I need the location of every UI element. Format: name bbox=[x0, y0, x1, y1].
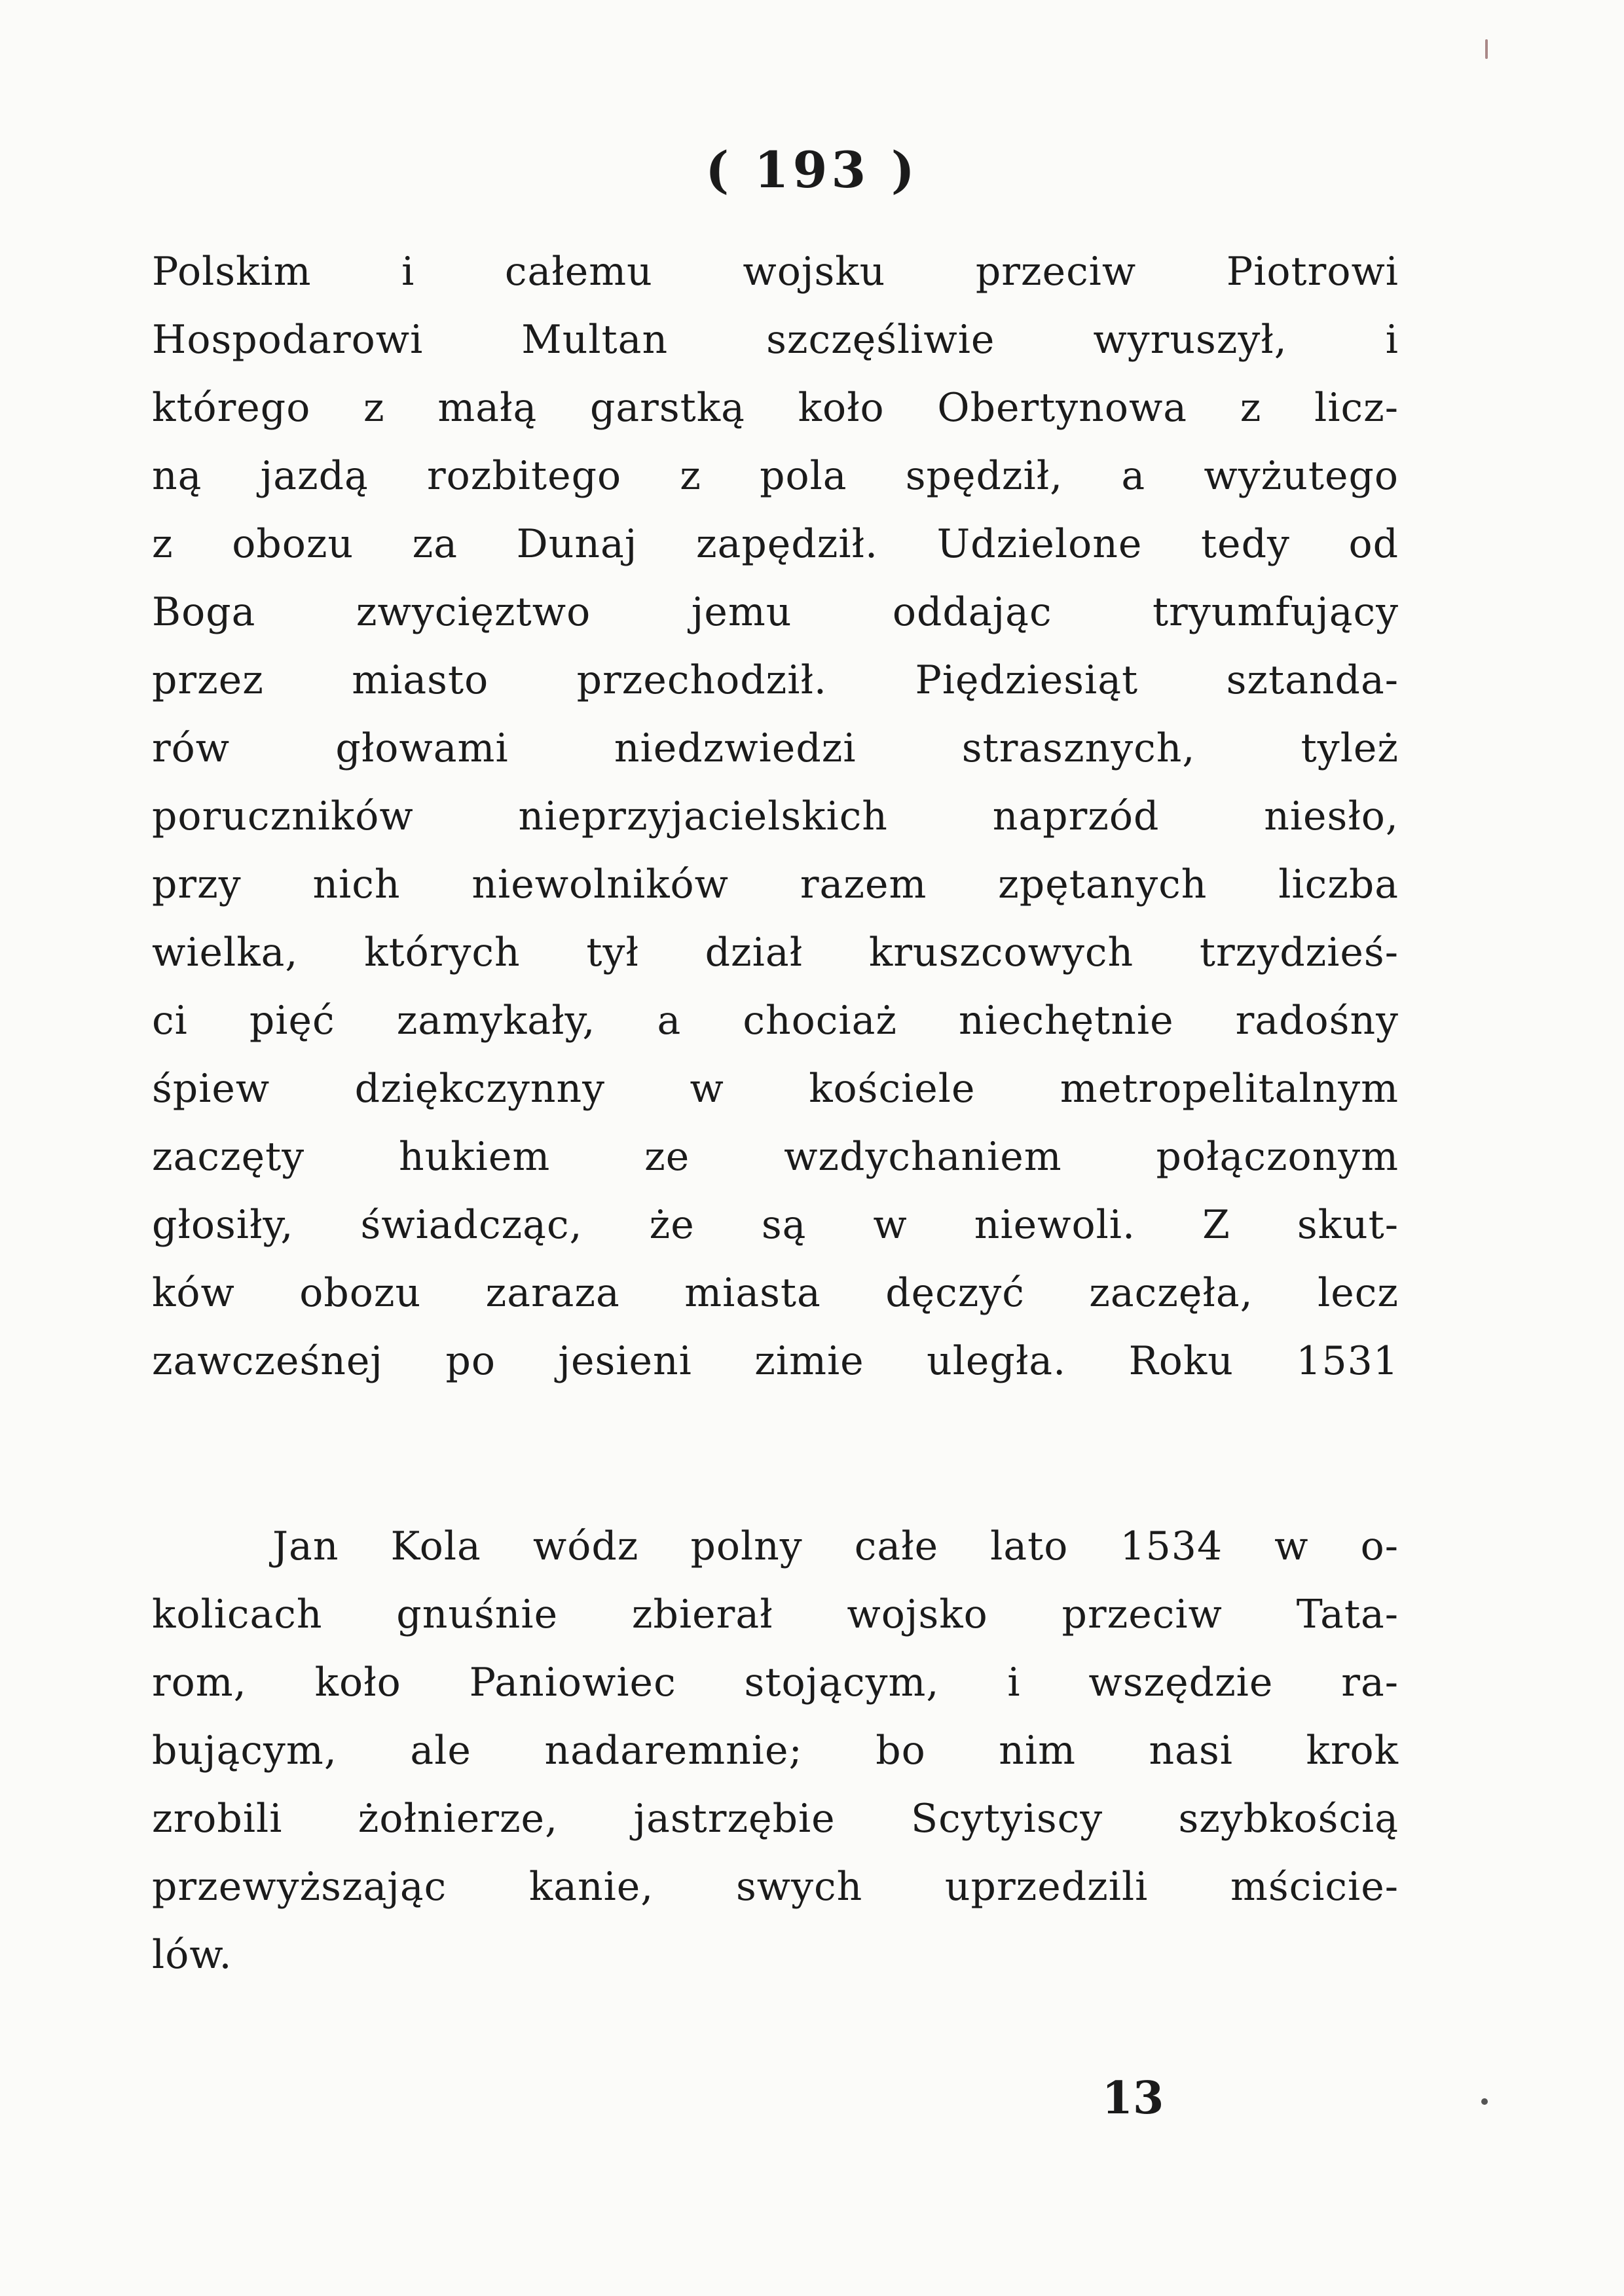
text-line: zaczęty hukiem ze wzdychaniem połączonym bbox=[152, 1134, 1399, 1180]
text-line: rów głowami niedzwiedzi strasznych, tyleż bbox=[152, 725, 1399, 771]
paragraph-1 bbox=[152, 238, 1399, 1395]
text-line: wielka, których tył dział kruszcowych trzydzieś- bbox=[152, 930, 1399, 975]
text-line: bującym, ale nadaremnie; bo nim nasi krok bbox=[152, 1728, 1399, 1774]
text-line: rom, koło Paniowiec stojącym, i wszędzie ra- bbox=[152, 1660, 1399, 1705]
text-line: przy nich niewolników razem zpętanych liczba bbox=[152, 862, 1399, 907]
text-line: Polskim i całemu wojsku przeciw Piotrowi bbox=[152, 249, 1399, 295]
text-line: zrobili żołnierze, jastrzębie Scytyiscy szybkością bbox=[152, 1796, 1399, 1842]
text-line: którego z małą garstką koło Obertynowa z licz- bbox=[152, 385, 1399, 431]
text-line: z obozu za Dunaj zapędził. Udzielone tedy od bbox=[152, 521, 1399, 567]
text-line: zawcześnej po jesieni zimie uległa. Roku 1531 bbox=[152, 1338, 1399, 1384]
text-line: kolicach gnuśnie zbierał wojsko przeciw Tata- bbox=[152, 1592, 1399, 1637]
page-number-header: ( 193 ) bbox=[705, 141, 919, 199]
paper-speck bbox=[1481, 2098, 1488, 2105]
text-line: Boga zwycięztwo jemu oddając tryumfujący bbox=[152, 589, 1399, 635]
text-line: przez miasto przechodził. Piędziesiąt sztanda- bbox=[152, 657, 1399, 703]
signature-mark: 13 bbox=[1101, 2072, 1164, 2124]
text-line: ci pięć zamykały, a chociaż niechętnie radośny bbox=[152, 998, 1399, 1044]
text-line: ków obozu zaraza miasta dęczyć zaczęła, lecz bbox=[152, 1270, 1399, 1316]
paragraph-2 bbox=[152, 1512, 1399, 1989]
text-line: poruczników nieprzyjacielskich naprzód niesło, bbox=[152, 793, 1399, 839]
text-line: Jan Kola wódz polny całe lato 1534 w o- bbox=[272, 1523, 1399, 1569]
text-line: przewyższając kanie, swych uprzedzili mścicie- bbox=[152, 1864, 1399, 1910]
text-line: śpiew dziękczynny w kościele metropelitalnym bbox=[152, 1066, 1399, 1112]
text-line: lów. bbox=[152, 1932, 232, 1978]
paper-speck bbox=[1485, 39, 1488, 59]
text-line: Hospodarowi Multan szczęśliwie wyruszył, i bbox=[152, 317, 1399, 363]
text-line: ną jazdą rozbitego z pola spędził, a wyżutego bbox=[152, 453, 1399, 499]
text-line: głosiły, świadcząc, że są w niewoli. Z skut- bbox=[152, 1202, 1399, 1248]
